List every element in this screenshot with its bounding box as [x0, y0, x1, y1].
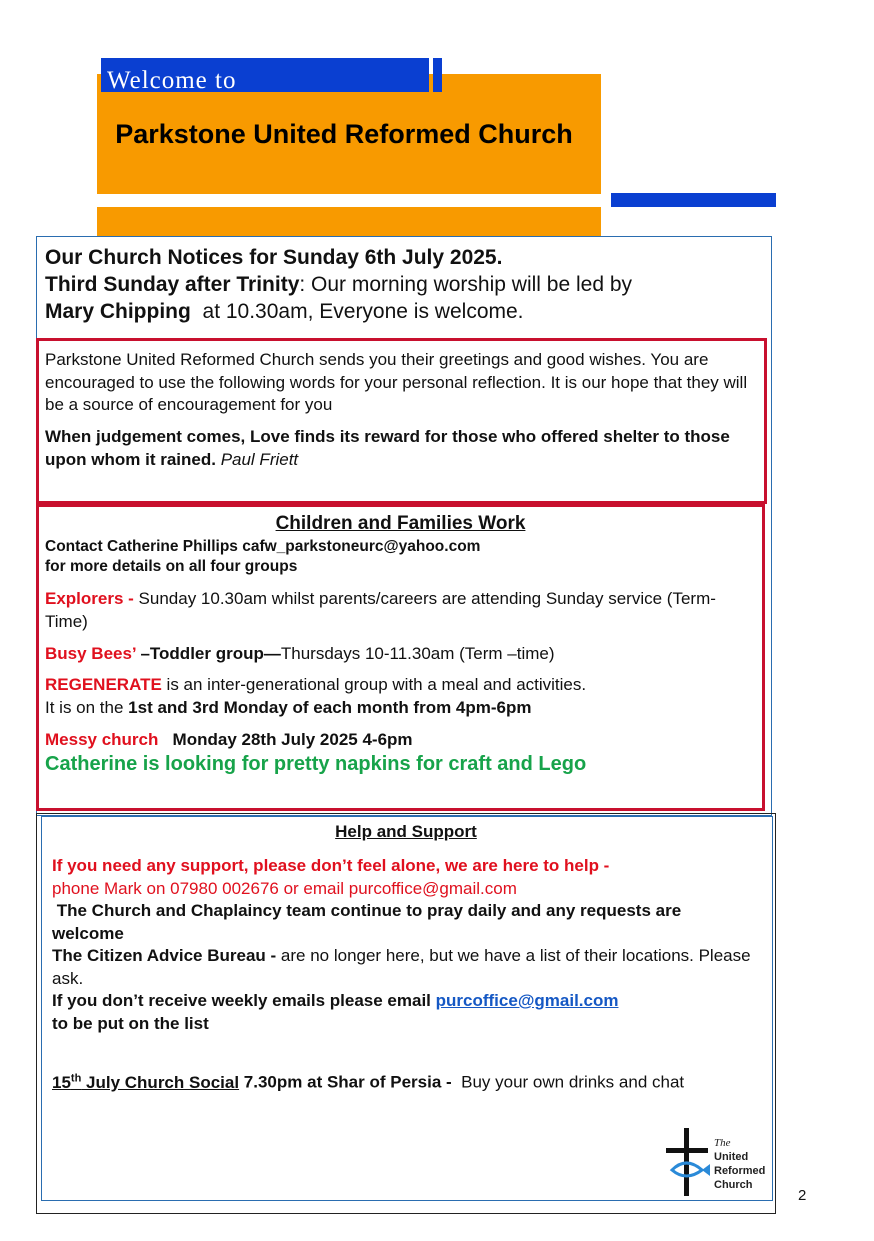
contact-line: Contact Catherine Phillips cafw_parkstoneurc@yahoo.com — [45, 538, 481, 555]
explorers-label: Explorers - — [45, 589, 139, 608]
contact-line-2: for more details on all four groups — [45, 558, 298, 575]
cab-label: The Citizen Advice Bureau - — [52, 946, 277, 965]
regenerate-when: It is on the — [45, 697, 129, 717]
regenerate-text: is an inter-generational group with a meal and activities. — [161, 675, 587, 694]
orange-accent-bar — [97, 207, 601, 236]
page-number: 2 — [798, 1187, 807, 1204]
children-contact — [45, 537, 757, 577]
social-title-text: July Church Social — [81, 1072, 240, 1092]
urc-logo-icon — [662, 1126, 714, 1198]
emails-text-2: to be put on the list — [52, 1013, 209, 1033]
messy-church-label: Messy church — [45, 730, 159, 749]
social-title — [52, 1073, 239, 1092]
reflection-quote — [45, 426, 757, 471]
quote-text: When judgement comes, Love finds its reward for those who offered shelter to those upon whom it rained. — [45, 427, 730, 469]
logo-line-1: United — [714, 1151, 749, 1163]
worship-leader: Mary Chipping — [45, 300, 191, 323]
urc-logo-text — [714, 1136, 765, 1192]
busy-bees-label: Busy Bees’ — [45, 644, 136, 663]
support-item — [52, 855, 752, 900]
regenerate-item — [45, 674, 757, 719]
logo-line-2: Reformed — [714, 1165, 766, 1177]
chaplaincy-text: The Church and Chaplaincy team continue to pray daily and any requests are welcome — [52, 901, 686, 943]
social-text: Buy your own drinks and chat — [456, 1072, 685, 1092]
blue-accent-bar — [611, 193, 776, 207]
messy-church-date: Monday 28th July 2025 4-6pm — [158, 730, 413, 749]
social-day-suffix: th — [70, 1072, 82, 1084]
worship-text: : Our morning worship will be led by — [299, 273, 633, 296]
regenerate-label: REGENERATE — [45, 675, 162, 694]
logo-line-3: Church — [714, 1179, 753, 1191]
greeting-text: Parkstone United Reformed Church sends you their greetings and good wishes. You are encouraged to use the following words for your personal reflection. It is our hope that they will be a source of encouragement for you — [45, 350, 748, 414]
support-bold: If you need any support, please don’t feel alone, we are here to help - — [52, 856, 610, 875]
help-title: Help and Support — [335, 822, 477, 841]
church-notices — [45, 244, 765, 325]
messy-church-item — [45, 729, 757, 752]
regenerate-schedule: 1st and 3rd Monday of each month from 4pm-6pm — [128, 697, 532, 717]
cab-text: are no longer here, but we have a list of their locations. Please ask. — [52, 946, 751, 988]
worship-time: at 10.30am, Everyone is welcome. — [190, 300, 524, 323]
quote-author: Paul Friett — [220, 449, 299, 469]
explorers-item — [45, 588, 757, 633]
support-contact: phone Mark on 07980 002676 or email purcoffice@gmail.com — [52, 878, 517, 898]
children-title: Children and Families Work — [275, 513, 526, 534]
emails-item — [52, 990, 752, 1035]
sunday-title: Third Sunday after Trinity — [45, 273, 300, 296]
welcome-banner: Welcome to — [101, 58, 429, 92]
banner-accent — [433, 58, 442, 92]
email-link[interactable]: purcoffice@gmail.com — [435, 991, 619, 1010]
social-details: 7.30pm at Shar of Persia - — [239, 1072, 457, 1092]
emails-text: If you don’t receive weekly emails please email — [52, 991, 436, 1010]
chaplaincy-item — [52, 900, 752, 945]
busy-bees-text: Thursdays 10-11.30am (Term –time) — [280, 644, 555, 663]
title-banner — [97, 74, 601, 194]
logo-the: The — [714, 1137, 731, 1149]
busy-bees-bold: –Toddler group— — [135, 644, 281, 663]
church-title: Parkstone United Reformed Church — [115, 118, 573, 149]
notices-heading: Our Church Notices for Sunday 6th July 2025. — [45, 246, 503, 269]
explorers-text: Sunday 10.30am whilst parents/careers are attending Sunday service (Term-Time) — [45, 589, 716, 631]
social-item — [52, 1067, 752, 1094]
busy-bees-item — [45, 643, 757, 666]
social-day: 15 — [52, 1072, 71, 1092]
napkins-request: Catherine is looking for pretty napkins for craft and Lego — [45, 753, 587, 775]
cab-item — [52, 945, 752, 990]
